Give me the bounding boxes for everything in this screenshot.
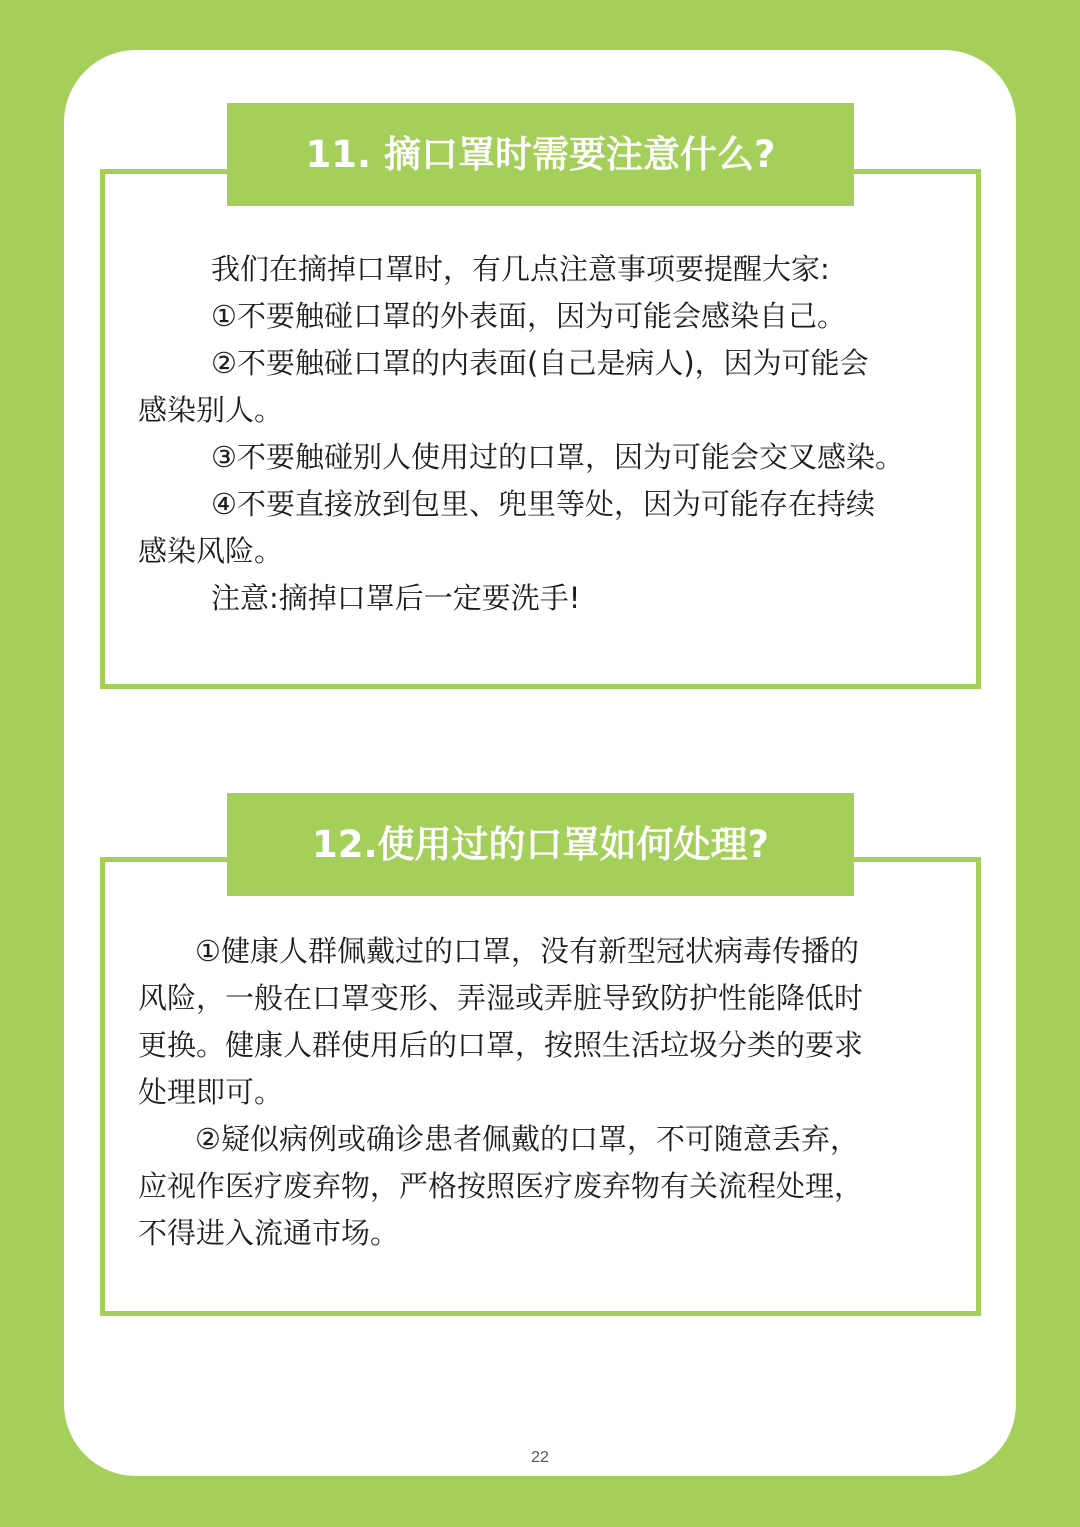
section-11-line-1: ①不要触碰口罩的外表面，因为可能会感染自己。	[211, 299, 846, 333]
section-11-line-2b: 感染别人。	[138, 393, 284, 427]
section-11-line-3: ③不要触碰别人使用过的口罩，因为可能会交叉感染。	[211, 440, 904, 474]
section-12-body	[138, 928, 948, 1257]
section-12-line-2b: 应视作医疗废弃物，严格按照医疗废弃物有关流程处理，	[138, 1169, 864, 1203]
section-12-line-1c: 更换。健康人群使用后的口罩，按照生活垃圾分类的要求	[138, 1028, 864, 1062]
section-11-title: 11. 摘口罩时需要注意什么?	[227, 103, 854, 206]
section-11-line-intro: 我们在摘掉口罩时，有几点注意事项要提醒大家:	[211, 252, 830, 286]
section-12-line-2c: 不得进入流通市场。	[138, 1216, 400, 1250]
section-12-line-1b: 风险，一般在口罩变形、弄湿或弄脏导致防护性能降低时	[138, 981, 864, 1015]
section-11-line-2a: ②不要触碰口罩的内表面(自己是病人)，因为可能会	[211, 346, 869, 380]
page-number: 22	[531, 1449, 549, 1466]
section-12-line-1a: ①健康人群佩戴过的口罩，没有新型冠状病毒传播的	[195, 934, 859, 968]
section-11-body	[138, 246, 948, 622]
section-12-line-1d: 处理即可。	[138, 1075, 284, 1109]
section-12-title: 12.使用过的口罩如何处理?	[227, 793, 854, 896]
section-11-line-note: 注意:摘掉口罩后一定要洗手!	[211, 581, 581, 615]
section-11-line-4a: ④不要直接放到包里、兜里等处，因为可能存在持续	[211, 487, 875, 521]
section-12-line-2a: ②疑似病例或确诊患者佩戴的口罩，不可随意丢弃，	[195, 1122, 859, 1156]
section-11-line-4b: 感染风险。	[138, 534, 284, 568]
